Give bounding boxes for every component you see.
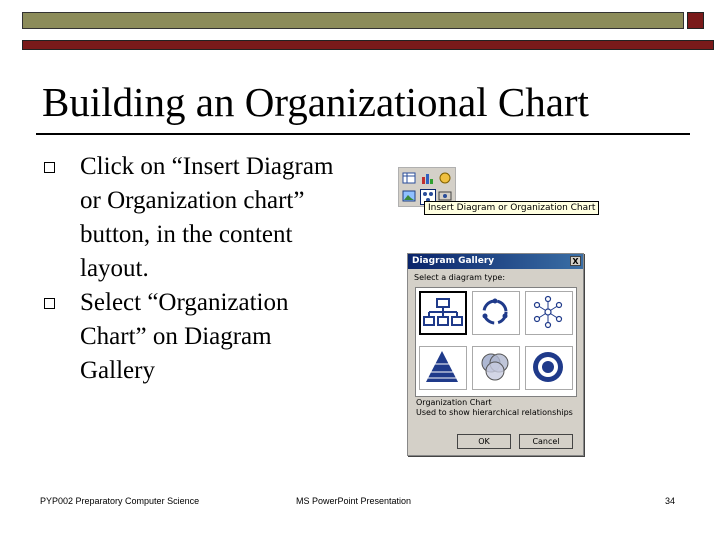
- bullet-square-icon: [44, 162, 55, 173]
- radial-diagram-option[interactable]: [525, 291, 573, 335]
- clipart-icon[interactable]: [438, 171, 452, 185]
- top-decorative-bar: [22, 12, 714, 40]
- ok-button[interactable]: OK: [457, 434, 511, 449]
- bullet-list: [40, 150, 340, 388]
- olive-band: [22, 12, 684, 29]
- chart-icon[interactable]: [420, 171, 434, 185]
- cycle-diagram-option[interactable]: [472, 291, 520, 335]
- slide-title: Building an Organizational Chart: [42, 79, 589, 125]
- target-diagram-option[interactable]: [525, 346, 573, 390]
- selected-diagram-desc: Used to show hierarchical relationships: [416, 408, 573, 417]
- picture-icon[interactable]: [402, 189, 416, 203]
- bullet-item: [40, 286, 340, 388]
- page-number: 34: [665, 496, 676, 506]
- org-chart-option[interactable]: [419, 291, 467, 335]
- selected-diagram-description: [416, 398, 573, 418]
- select-type-label: Select a diagram type:: [414, 273, 506, 282]
- venn-diagram-icon: [473, 347, 517, 387]
- target-diagram-icon: [526, 347, 570, 387]
- corner-square: [687, 12, 704, 29]
- pyramid-diagram-option[interactable]: [419, 346, 467, 390]
- org-chart-icon: [421, 293, 465, 333]
- selected-diagram-name: Organization Chart: [416, 398, 492, 407]
- footer-presentation: MS PowerPoint Presentation: [296, 496, 412, 506]
- dialog-titlebar: [408, 254, 583, 269]
- footer-course: PYP002 Preparatory Computer Science: [40, 496, 200, 506]
- pyramid-diagram-icon: [420, 347, 464, 387]
- diagram-gallery-dialog: [407, 253, 584, 456]
- dialog-title: Diagram Gallery: [412, 256, 495, 266]
- cycle-diagram-icon: [473, 292, 517, 332]
- title-underline: [36, 133, 690, 135]
- radial-diagram-icon: [526, 292, 570, 332]
- bullet-text: Click on “Insert Diagram or Organization chart” button, in the content layout.: [80, 153, 334, 282]
- tooltip: Insert Diagram or Organization Chart: [424, 201, 599, 215]
- red-band: [22, 40, 714, 50]
- cancel-button[interactable]: Cancel: [519, 434, 573, 449]
- bullet-item: [40, 150, 340, 286]
- diagram-type-grid: [415, 287, 577, 397]
- bullet-text: Select “Organization Chart” on Diagram Gallery: [80, 289, 289, 384]
- bullet-square-icon: [44, 298, 55, 309]
- table-icon[interactable]: [402, 171, 416, 185]
- venn-diagram-option[interactable]: [472, 346, 520, 390]
- close-button[interactable]: X: [570, 256, 581, 266]
